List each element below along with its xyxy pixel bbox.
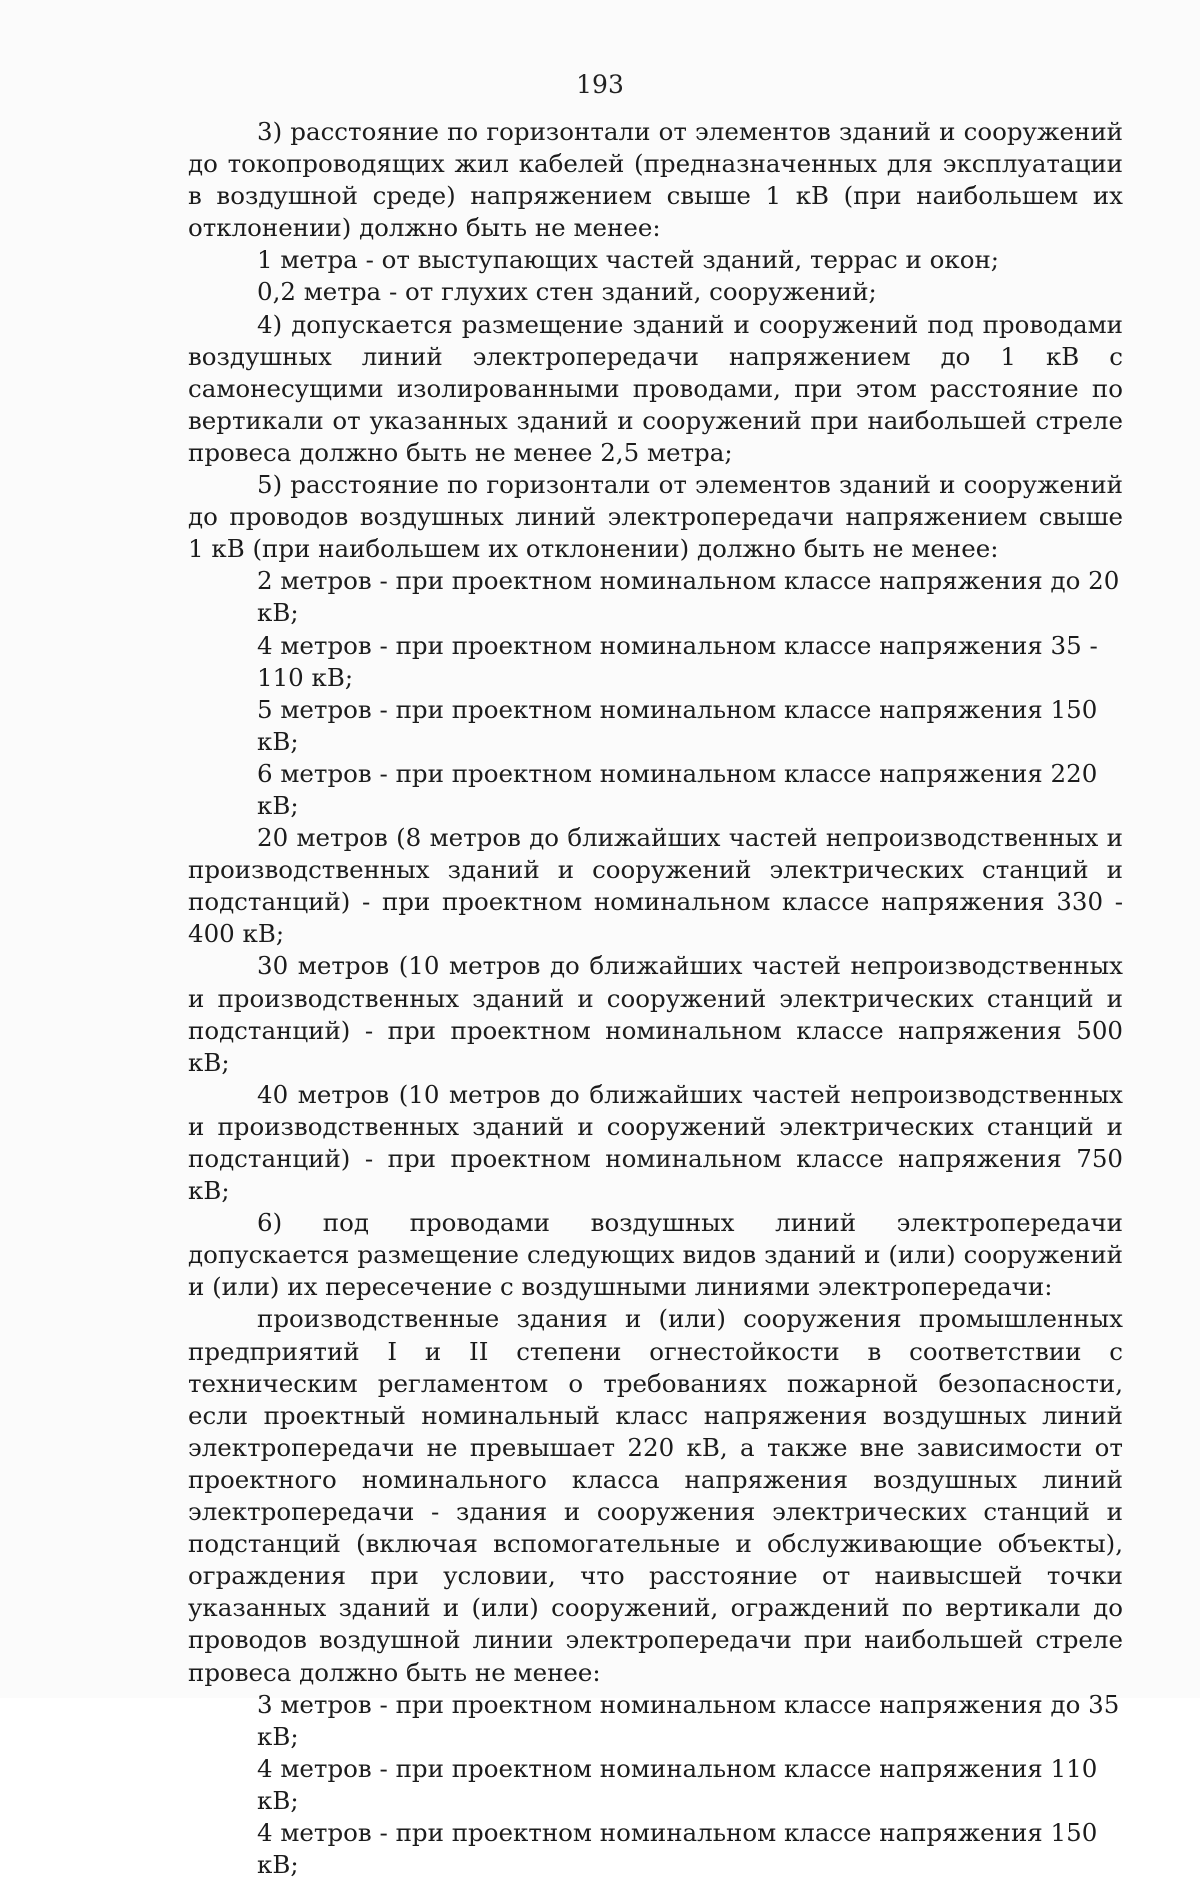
list-item: 1 метра - от выступающих частей зданий, террас и окон; bbox=[257, 245, 1000, 275]
page-number: 193 bbox=[576, 70, 624, 99]
paragraph-item-5: 5) расстояние по горизонтали от элементов зданий и сооружений до проводов воздушных линий электропередачи напряжением свыше 1 кВ (при наибольшем их отклонении) должно быть не менее: bbox=[188, 470, 1123, 564]
paragraph-industrial-buildings: производственные здания и (или) сооружения промышленных предприятий I и II степени огнестойкости в соответствии с техническим регламентом о требованиях пожарной безопасности, если проектный номинальный класс напряжения воздушных линий электропередачи не превышает 220 кВ, а также вне зависимости от проектного номинального класса напряжения воздушных линий электропередачи - здания и сооружения электрических станций и подстанций (включая вспомогательные и обслуживающие объекты), ограждения при условии, что расстояние от наивысшей точки указанных зданий и (или) сооружений, ограждений по вертикали до проводов воздушной линии электропередачи при наибольшей стреле провеса должно быть не менее: bbox=[188, 1304, 1123, 1687]
list-item: 3 метров - при проектном номинальном классе напряжения до 35 кВ; bbox=[257, 1689, 1120, 1751]
paragraph-item-4: 4) допускается размещение зданий и сооружений под проводами воздушных линий электропередачи напряжением до 1 кВ с самонесущими изолированными проводами, при этом расстояние по вертикали от указанных зданий и сооружений при наибольшей стреле провеса должно быть не менее 2,5 метра; bbox=[188, 309, 1123, 467]
list-item: 4 метров - при проектном номинальном классе напряжения 35 - 110 кВ; bbox=[257, 630, 1098, 692]
list-item-paragraph: 40 метров (10 метров до ближайших частей непроизводственных и производственных зданий и сооружений электрических станций и подстанций) - при проектном номинальном классе напряжения 750 кВ; bbox=[188, 1079, 1123, 1206]
list-item: 5 метров - при проектном номинальном классе напряжения 150 кВ; bbox=[257, 694, 1098, 756]
list-item: 2 метров - при проектном номинальном классе напряжения до 20 кВ; bbox=[257, 566, 1120, 628]
paragraph-item-3: 3) расстояние по горизонтали от элементов зданий и сооружений до токопроводящих жил кабелей (предназначенных для эксплуатации в воздушной среде) напряжением свыше 1 кВ (при наибольшем их отклонении) должно быть не менее: bbox=[188, 117, 1123, 243]
list-item: 4 метров - при проектном номинальном классе напряжения 150 кВ; bbox=[257, 1817, 1098, 1880]
paragraph-item-6: 6) под проводами воздушных линий электропередачи допускается размещение следующих видов зданий и (или) сооружений и (или) их пересечение с воздушными линиями электропередачи: bbox=[188, 1208, 1123, 1302]
list-item: 4 метров - при проектном номинальном классе напряжения 110 кВ; bbox=[257, 1753, 1098, 1815]
list-item: 0,2 метра - от глухих стен зданий, сооружений; bbox=[257, 277, 877, 307]
list-item-paragraph: 20 метров (8 метров до ближайших частей непроизводственных и производственных зданий и сооружений электрических станций и подстанций) - при проектном номинальном классе напряжения 330 - 400 кВ; bbox=[188, 823, 1123, 949]
list-item: 6 метров - при проектном номинальном классе напряжения 220 кВ; bbox=[257, 758, 1098, 820]
list-item-paragraph: 30 метров (10 метров до ближайших частей непроизводственных и производственных зданий и сооружений электрических станций и подстанций) - при проектном номинальном классе напряжения 500 кВ; bbox=[188, 951, 1123, 1077]
document-body bbox=[188, 116, 1123, 1881]
